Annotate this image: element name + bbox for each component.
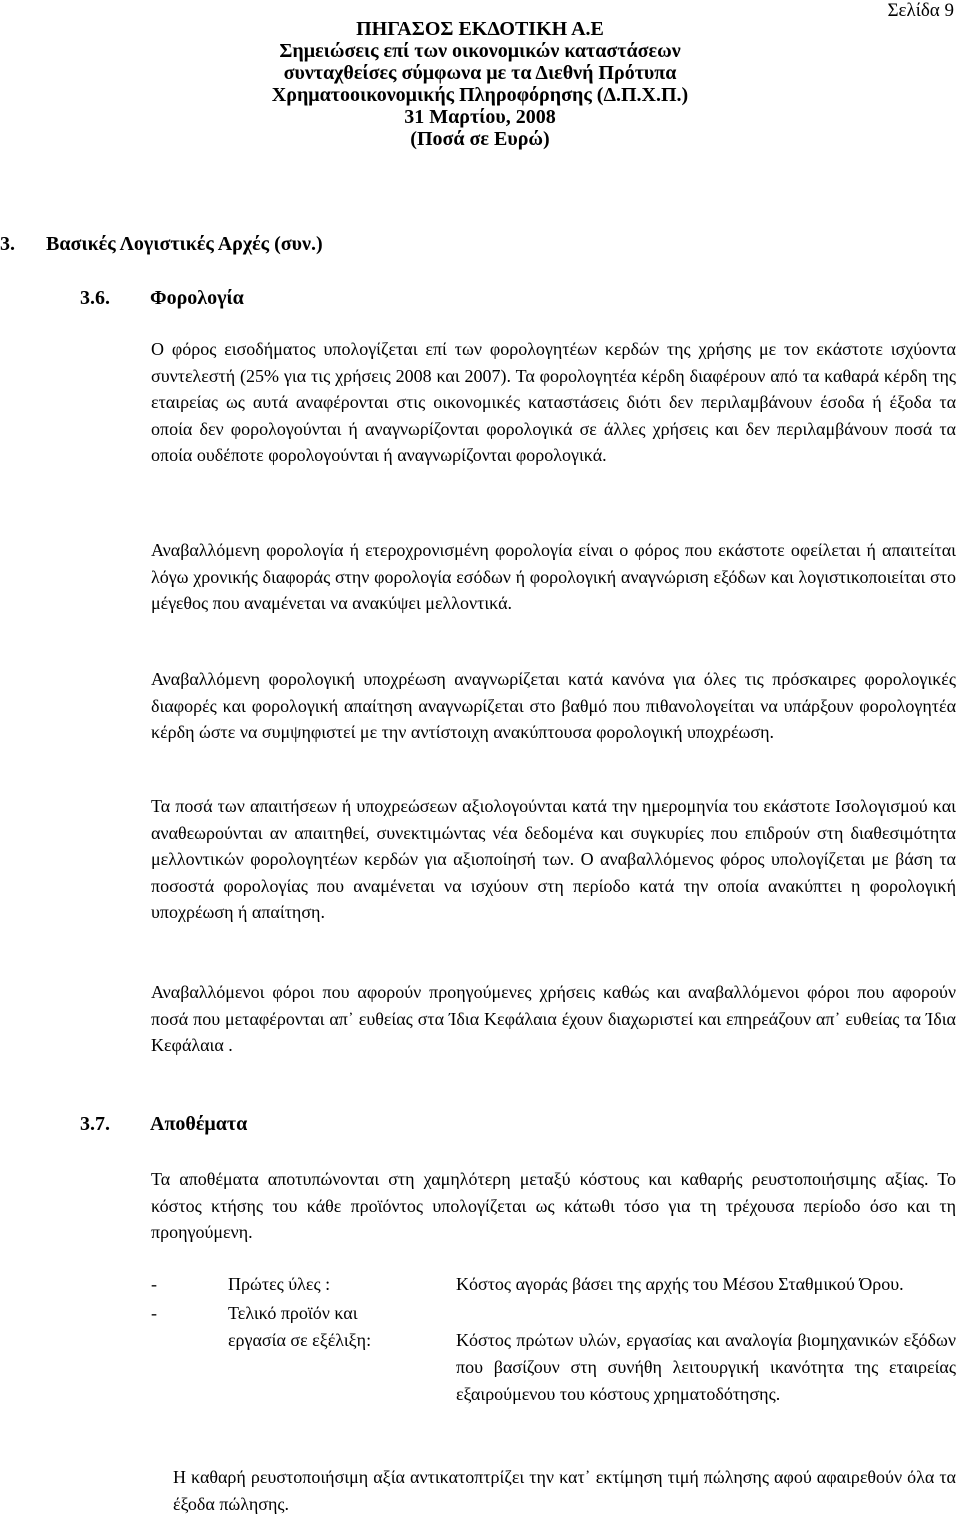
list-term: Τελικό προϊόν και: [228, 1303, 358, 1323]
list-term-continued: εργασία σε εξέλιξη:: [228, 1330, 372, 1350]
section-3-number: 3.: [0, 233, 15, 255]
section-3-title: Βασικές Λογιστικές Αρχές (συν.): [46, 233, 323, 255]
section-3-6-heading: [80, 287, 244, 310]
tax-paragraph-5: Αναβαλλόμενοι φόροι που αφορούν προηγούμενες χρήσεις καθώς και αναβαλλόμενοι φόροι που αφορούν ποσά που μεταφέρονται απ᾽ ευθείας στα Ίδια Κεφάλαια έχουν διαχωριστεί και επηρεάζουν απ᾽ ευθείας τα Ίδια Κεφάλαια .: [151, 982, 956, 1055]
list-dash: -: [151, 1303, 157, 1323]
tax-paragraph-4: Τα ποσά των απαιτήσεων ή υποχρεώσεων αξιολογούνται κατά την ημερομηνία του εκάστοτε Ισολογισμού και αναθεωρούνται αν απαιτηθεί, συνεκτιμώντας νέα δεδομένα και συγκυρίες που επιδρούν στη διαθεσιμότητα μελλοντικών φορολογητέων κερδών για αξιοποίησή των. Ο αναβαλλόμενος φόρος υπολογίζεται με βάση τα ποσοστά φορολογίας που αναμένεται να ισχύουν στη περίοδο κατά την οποία ανακύπτει η φορολογική υποχρέωση ή απαίτηση.: [151, 796, 956, 922]
section-3-7-number: 3.7.: [80, 1113, 110, 1135]
company-name: ΠΗΓΑΣΟΣ ΕΚΔΟΤΙΚΗ Α.Ε: [356, 18, 604, 40]
header-line-3: Χρηματοοικονομικής Πληροφόρησης (Δ.Π.Χ.Π.): [271, 84, 689, 106]
tax-paragraph-1: Ο φόρος εισοδήματος υπολογίζεται επί των φορολογητέων κερδών της χρήσης με τον εκάστοτε ισχύοντα συντελεστή (25% για τις χρήσεις 2008 και 2007). Τα φορολογητέα κέρδη διαφέρουν από τα καθαρά κέρδη της εταιρείας ως αυτά αναφέρονται στις οικονομικές καταστάσεις διότι δεν περιλαμβάνουν έσοδα ή έξοδα τα οποία δεν φορολογούνται ή αναγνωρίζονται φορολογικά σε άλλες χρήσεις και δεν περιλαμβάνουν ποσά τα οποία ουδέποτε φορολογούνται ή αναγνωρίζονται φορολογικά.: [151, 339, 956, 465]
list-definition: Κόστος πρώτων υλών, εργασίας και αναλογία βιομηχανικών εξόδων που βασίζουν στη συνήθη λειτουργική ικανότητα της εταιρείας εξαιρούμενου του κόστους χρηματοδότησης.: [456, 1330, 956, 1404]
section-3-7-heading: [80, 1113, 247, 1136]
list-item-finished-goods: [151, 1300, 956, 1408]
document-header: [0, 18, 960, 150]
section-3-6-number: 3.6.: [80, 287, 110, 309]
inventory-cost-list: [151, 1271, 956, 1408]
header-currency: (Ποσά σε Ευρώ): [410, 128, 550, 150]
inventory-intro: Τα αποθέματα αποτυπώνονται στη χαμηλότερη μεταξύ κόστους και καθαρής ρευστοποιήσιμης αξίας. Το κόστος κτήσης του κάθε προϊόντος υπολογίζεται ως κάτωθι τόσο για τη τρέχουσα περίοδο όσο και τη προηγούμενη.: [151, 1169, 956, 1242]
page-number: Σελίδα 9: [887, 0, 954, 21]
header-line-1: Σημειώσεις επί των οικονομικών καταστάσεων: [279, 40, 681, 62]
header-date: 31 Μαρτίου, 2008: [404, 106, 556, 128]
header-line-2: συνταχθείσες σύμφωνα με τα Διεθνή Πρότυπα: [283, 62, 677, 84]
list-term: Πρώτες ύλες :: [228, 1274, 331, 1294]
list-definition: Κόστος αγοράς βάσει της αρχής του Μέσου Σταθμικού Όρου.: [456, 1274, 904, 1294]
section-3-7-title: Αποθέματα: [150, 1113, 248, 1135]
section-3-6-title: Φορολογία: [150, 287, 244, 309]
net-realizable-value-note: Η καθαρή ρευστοποιήσιμη αξία αντικατοπτρίζει την κατ᾽ εκτίμηση τιμή πώλησης αφού αφαιρεθούν όλα τα έξοδα πώλησης.: [173, 1467, 956, 1514]
list-item-raw-materials: [151, 1271, 956, 1298]
tax-paragraph-3: Αναβαλλόμενη φορολογική υποχρέωση αναγνωρίζεται κατά κανόνα για όλες τις πρόσκαιρες φορολογικές διαφορές και φορολογική απαίτηση αναγνωρίζεται στο βαθμό που πιθανολογείται να υπάρξουν φορολογητέα κέρδη ώστε να συμψηφιστεί με την αντίστοιχη ανακύπτουσα φορολογική υποχρέωση.: [151, 669, 956, 742]
list-dash: -: [151, 1274, 157, 1294]
section-3-heading: [0, 233, 323, 256]
tax-paragraph-2: Αναβαλλόμενη φορολογία ή ετεροχρονισμένη φορολογία είναι ο φόρος που εκάστοτε οφείλεται ή απαιτείται λόγω χρονικής διαφοράς στην φορολογία εσόδων ή φορολογική αναγνώριση εξόδων και λογιστικοποιείται στο μέγεθος που αναμένεται να ανακύψει μελλοντικά.: [151, 540, 956, 613]
